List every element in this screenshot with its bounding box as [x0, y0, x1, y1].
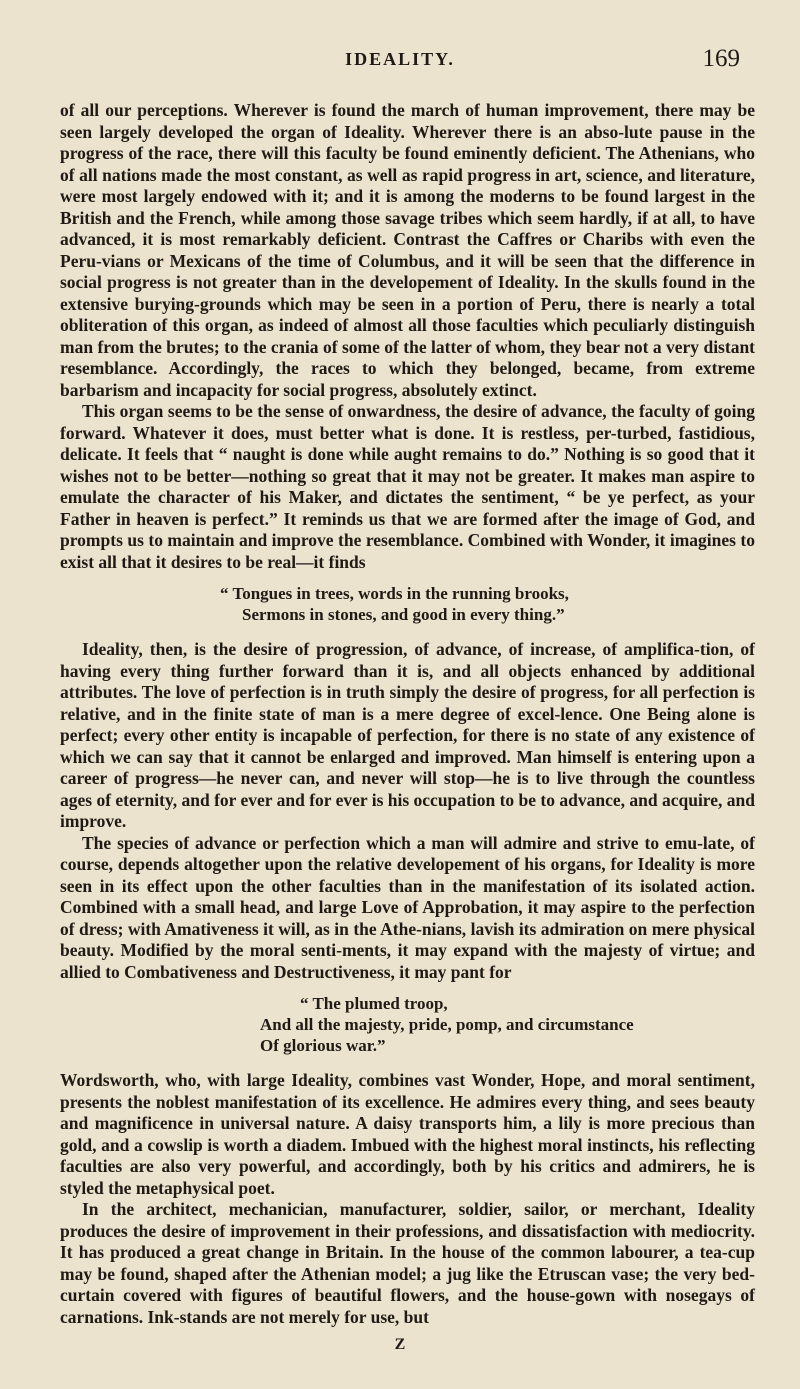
verse-line: “ Tongues in trees, words in the running brooks,: [220, 584, 569, 603]
body-text: [60, 100, 755, 1328]
verse-quote-2: [60, 993, 755, 1056]
paragraph-5: Wordsworth, who, with large Ideality, combines vast Wonder, Hope, and moral sentiment, presents the noblest manifestation of its excellence. He admires every thing, and sees beauty and magnificence in universal nature. A daisy transports him, a lily is more precious than gold, and a cowslip is worth a diadem. Imbued with the highest moral instincts, his reflecting faculties are also very powerful, and accordingly, both by his critics and admirers, he is styled the metaphysical poet.: [60, 1070, 755, 1198]
paragraph-3: Ideality, then, is the desire of progression, of advance, of increase, of amplifica-tion, of having every thing further forward than it is, and all objects enhanced by additional attributes. The love of perfection is in truth simply the desire of progress, for all perfection is relative, and in the finite state of man is a mere degree of excel-lence. One Being alone is perfect; every other entity is incapable of perfection, for there is no state of any existence of which we can say that it cannot be enlarged and improved. Man himself is entering upon a career of progress—he never can, and never will stop—he is to live through the countless ages of eternity, and for ever and for ever is his occupation to be to advance, and acquire, and improve.: [60, 639, 755, 831]
signature-mark: Z: [394, 1336, 406, 1353]
paragraph-6: In the architect, mechanician, manufacturer, soldier, sailor, or merchant, Ideality produces the desire of improvement in their professions, and dissatisfaction with mediocrity. It has produced a great change in Britain. In the house of the common labourer, a tea-cup may be found, shaped after the Athenian model; a jug like the Etruscan vase; the very bed-curtain covered with figures of beautiful flowers, and the house-gown with nosegays of carnations. Ink-stands are not merely for use, but: [60, 1199, 755, 1327]
paragraph-2: This organ seems to be the sense of onwardness, the desire of advance, the faculty of going forward. Whatever it does, must better what is done. It is restless, per-turbed, fastidious, delicate. It feels that “ naught is done while aught remains to do.” Nothing is so good that it wishes not to be better—nothing so great that it may not be greater. It makes man aspire to emulate the character of his Maker, and dictates the sentiment, “ be ye perfect, as your Father in heaven is perfect.” It reminds us that we are formed after the image of God, and prompts us to maintain and improve the resemblance. Combined with Wonder, it imagines to exist all that it desires to be real—it finds: [60, 401, 755, 572]
running-head: IDEALITY.: [345, 49, 455, 69]
paragraph-1: of all our perceptions. Wherever is found the march of human improvement, there may be seen largely developed the organ of Ideality. Wherever there is an abso-lute pause in the progress of the race, there will this faculty be found eminently deficient. The Athenians, who of all nations made the most constant, as well as rapid progress in art, science, and literature, were most largely endowed with it; and it is among the moderns to be found largest in the British and the French, while among those savage tribes which seem hardly, if at all, to have advanced, it is most remarkably deficient. Contrast the Caffres or Charibs with even the Peru-vians or Mexicans of the time of Columbus, and it will be seen that the difference in social progress is not greater than in the developement of Ideality. In the skulls found in the extensive burying-grounds which may be seen in a portion of Peru, there is nearly a total obliteration of this organ, as indeed of almost all those faculties which peculiarly distinguish man from the brutes; to the crania of some of the latter of whom, they bear not a very distant resemblance. Accordingly, the races to which they belonged, became, from extreme barbarism and incapacity for social progress, absolutely extinct.: [60, 100, 755, 400]
paragraph-4: The species of advance or perfection which a man will admire and strive to emu-late, of course, depends altogether upon the relative developement of his organs, for Ideality is more seen in its effect upon the other faculties than in the manifestation of its isolated action. Combined with a small head, and large Love of Approbation, it may aspire to the perfection of dress; with Amativeness it will, as in the Athe-nians, lavish its admiration on mere physical beauty. Modified by the moral senti-ments, it may expand with the majesty of virtue; and allied to Combativeness and Destructiveness, it may pant for: [60, 832, 755, 982]
verse-line: And all the majesty, pride, pomp, and circumstance: [260, 1015, 634, 1034]
page-number: 169: [702, 45, 740, 72]
page-header: [60, 45, 740, 75]
verse-line: Of glorious war.”: [260, 1036, 386, 1055]
verse-line: “ The plumed troop,: [300, 994, 448, 1013]
verse-quote-1: [60, 583, 755, 625]
verse-line: Sermons in stones, and good in every thing.”: [242, 605, 565, 624]
